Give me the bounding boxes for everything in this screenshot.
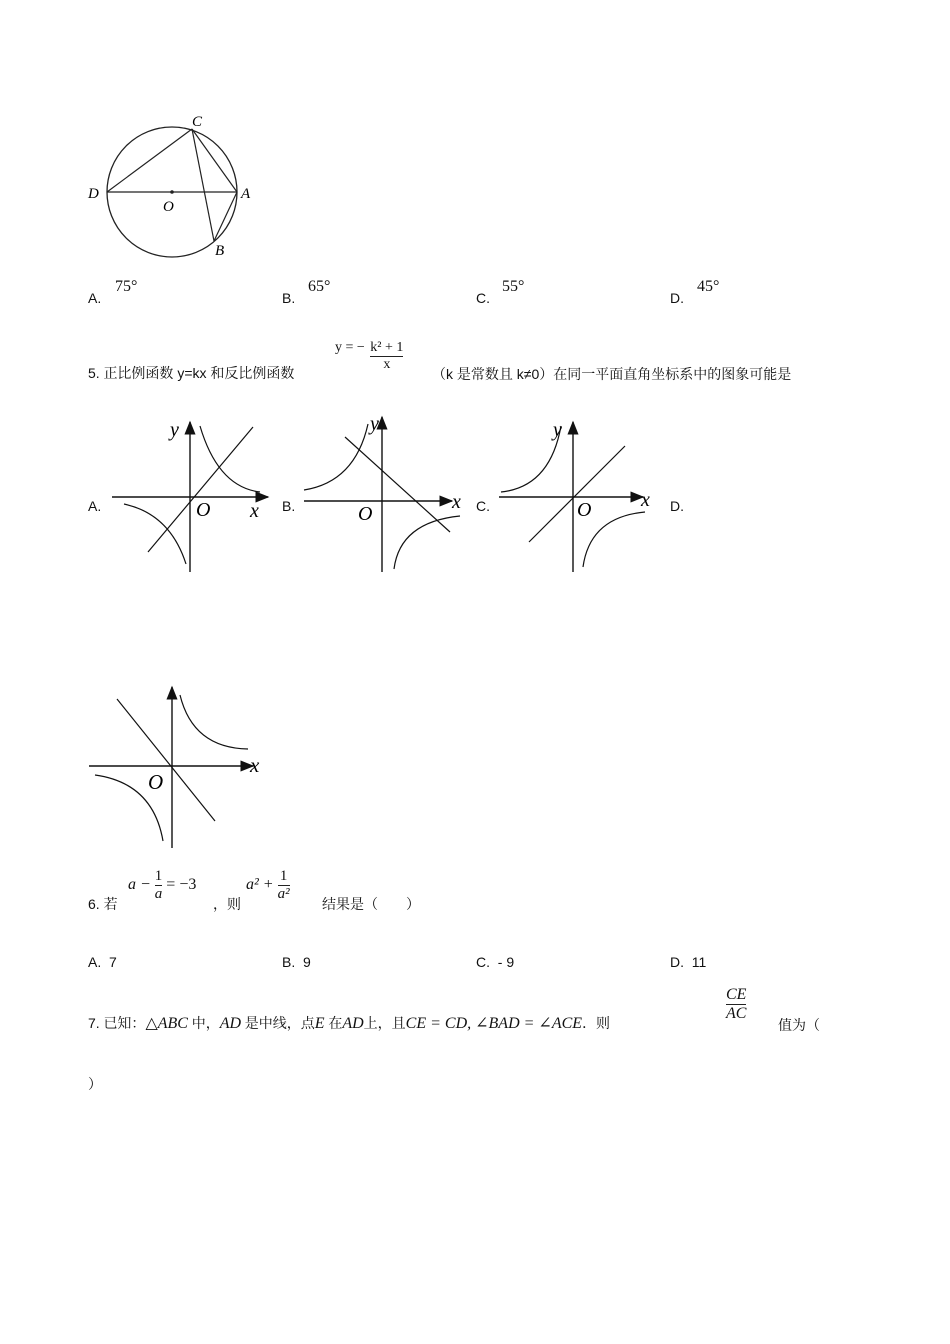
- hyperbola-branch-1: [180, 695, 248, 749]
- line-graph: [148, 427, 253, 552]
- q6-condition: a − $\frac{1}{a}$ = −3: [128, 868, 197, 902]
- hyperbola-branch-2: [394, 516, 460, 569]
- q6-option-b[interactable]: B. 9: [282, 954, 311, 970]
- label-x: x: [250, 500, 259, 522]
- graph-d[interactable]: [85, 683, 270, 853]
- q7-close-paren: ）: [88, 1076, 102, 1092]
- q5-option-c[interactable]: C.: [476, 498, 490, 514]
- label-o: O: [577, 499, 592, 521]
- hyperbola-branch-2: [583, 512, 645, 567]
- graph-b[interactable]: [300, 412, 475, 577]
- q5-option-d[interactable]: D.: [670, 498, 684, 514]
- label-x: x: [250, 753, 260, 777]
- label-o: O: [148, 770, 164, 794]
- q7-fraction: $\frac{CE}{AC}$: [726, 986, 747, 1022]
- q4-option-d-value: 45°: [697, 278, 720, 295]
- q6-expression: a² + $\frac{1}{\text{a²}}$: [246, 868, 290, 902]
- label-x: x: [452, 491, 461, 513]
- q6-option-d[interactable]: D. 11: [670, 954, 707, 970]
- hyperbola-branch-2: [124, 504, 186, 564]
- graph-c[interactable]: [495, 412, 660, 577]
- label-c: C: [192, 114, 203, 130]
- q6-option-c[interactable]: C. - 9: [476, 954, 515, 970]
- label-y: y: [370, 413, 379, 435]
- hyperbola-branch-1: [501, 426, 561, 492]
- label-b: B: [215, 243, 225, 259]
- chord-dc: [107, 129, 192, 192]
- circle-figure: [80, 110, 270, 265]
- graph-a[interactable]: [108, 412, 278, 577]
- q5-option-b[interactable]: B.: [282, 498, 296, 514]
- label-a: A: [241, 186, 251, 202]
- q6-then: ，则: [213, 896, 241, 912]
- q7-stem: 7. 已知：△ABC 中，AD 是中线，点E 在AD上，且CE = CD, ∠BAD = ∠ACE．则: [88, 1015, 611, 1032]
- q4-option-d[interactable]: D.: [670, 290, 684, 306]
- line-graph: [529, 446, 625, 542]
- line-graph: [117, 699, 215, 821]
- chord-ab: [214, 192, 237, 241]
- q7-value-prompt: 值为（: [778, 1017, 820, 1033]
- label-o: O: [196, 499, 211, 521]
- chord-cb: [192, 129, 214, 241]
- q5-option-a[interactable]: A.: [88, 498, 102, 514]
- label-o: O: [358, 503, 373, 525]
- q4-option-b-value: 65°: [308, 278, 331, 295]
- q4-option-c-value: 55°: [502, 278, 525, 295]
- q4-option-a-value: 75°: [115, 278, 138, 295]
- q4-option-b[interactable]: B.: [282, 290, 296, 306]
- label-y: y: [553, 419, 562, 441]
- q6-option-a[interactable]: A. 7: [88, 954, 117, 970]
- q6-number: 6. 若: [88, 896, 118, 912]
- q4-option-c[interactable]: C.: [476, 290, 490, 306]
- center-point: [170, 190, 174, 194]
- q6-result: 结果是（ ）: [322, 896, 420, 912]
- hyperbola-branch-1: [200, 426, 260, 492]
- label-d: D: [88, 186, 99, 202]
- q5-stem: 5. 正比例函数 y=kx 和反比例函数: [88, 365, 295, 381]
- q5-formula: y = − $\frac{\text{k² + 1}}{x}$: [335, 340, 404, 372]
- label-x: x: [641, 489, 650, 511]
- q4-option-a[interactable]: A.: [88, 290, 102, 306]
- hyperbola-branch-1: [304, 424, 368, 490]
- label-y: y: [170, 419, 179, 441]
- q5-stem-after: （k 是常数且 k≠0）在同一平面直角坐标系中的图象可能是: [432, 366, 792, 382]
- label-o: O: [163, 199, 174, 215]
